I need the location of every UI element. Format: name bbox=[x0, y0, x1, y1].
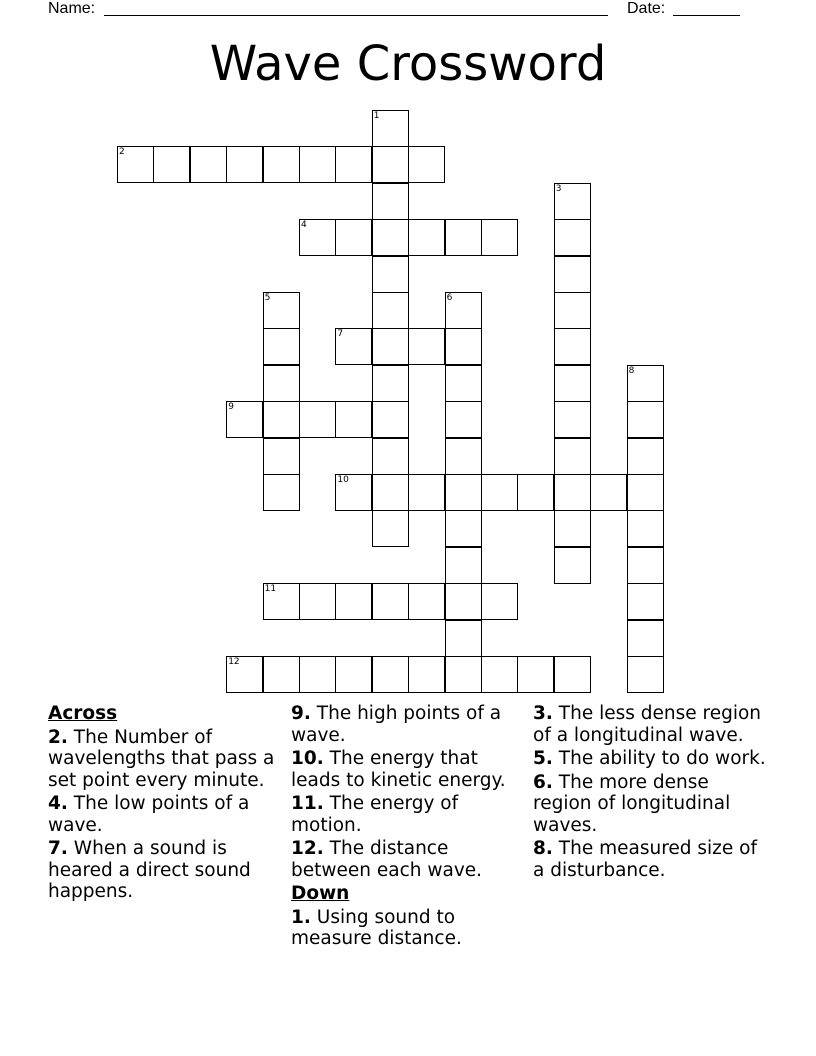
grid-cell[interactable] bbox=[263, 474, 300, 511]
grid-cell[interactable] bbox=[190, 146, 227, 183]
grid-cell[interactable] bbox=[372, 365, 409, 402]
grid-cell[interactable] bbox=[263, 328, 300, 365]
grid-cell[interactable] bbox=[445, 583, 482, 620]
date-label: Date: bbox=[627, 0, 666, 17]
grid-cell[interactable] bbox=[554, 401, 591, 438]
grid-cell[interactable] bbox=[299, 583, 336, 620]
cell-number: 8 bbox=[628, 365, 635, 376]
grid-cell[interactable] bbox=[408, 656, 445, 693]
grid-cell[interactable] bbox=[263, 438, 300, 475]
grid-cell[interactable] bbox=[299, 219, 336, 256]
name-label: Name: bbox=[48, 0, 96, 17]
grid-cell[interactable] bbox=[226, 656, 263, 693]
grid-cell[interactable] bbox=[408, 328, 445, 365]
grid-cell[interactable] bbox=[372, 583, 409, 620]
cell-number: 9 bbox=[228, 402, 234, 413]
clue-number: 11. bbox=[291, 793, 324, 814]
grid-cell[interactable] bbox=[372, 110, 409, 147]
grid-cell[interactable] bbox=[627, 474, 664, 511]
grid-cell[interactable] bbox=[554, 292, 591, 329]
grid-cell[interactable] bbox=[335, 146, 372, 183]
grid-cell[interactable] bbox=[481, 219, 518, 256]
grid-cell[interactable] bbox=[263, 656, 300, 693]
clue-text: The more dense region of longitudinal waves. bbox=[533, 771, 731, 836]
grid-cell[interactable] bbox=[372, 292, 409, 329]
grid-cell[interactable] bbox=[299, 146, 336, 183]
grid-cell[interactable] bbox=[335, 328, 372, 365]
cell-number: 4 bbox=[301, 220, 307, 231]
clue-column-2 bbox=[291, 703, 527, 952]
grid-cell[interactable] bbox=[226, 146, 263, 183]
grid-cell[interactable] bbox=[445, 656, 482, 693]
cell-number: 6 bbox=[446, 293, 453, 303]
grid-cell[interactable] bbox=[117, 146, 154, 183]
clue-across-4 bbox=[48, 793, 280, 836]
grid-cell[interactable] bbox=[517, 656, 554, 693]
grid-cell[interactable] bbox=[481, 474, 518, 511]
clue-across-9 bbox=[291, 703, 527, 746]
clue-text: The low points of a wave. bbox=[48, 793, 250, 836]
grid-cell[interactable] bbox=[372, 256, 409, 293]
clue-number: 10. bbox=[291, 748, 324, 769]
grid-cell[interactable] bbox=[335, 656, 372, 693]
clue-text: The energy that leads to kinetic energy. bbox=[291, 748, 506, 791]
clue-text: When a sound is heared a direct sound happens. bbox=[48, 838, 251, 902]
clue-number: 3. bbox=[533, 703, 553, 724]
clue-text: The measured size of a disturbance. bbox=[533, 838, 757, 881]
grid-cell[interactable] bbox=[372, 183, 409, 220]
grid-cell[interactable] bbox=[554, 656, 591, 693]
down-heading: Down bbox=[291, 883, 350, 904]
clue-down-8 bbox=[533, 838, 773, 881]
grid-cell[interactable] bbox=[335, 401, 372, 438]
clue-text: The less dense region of a longitudinal wave. bbox=[533, 703, 762, 746]
grid-cell[interactable] bbox=[372, 219, 409, 256]
cell-number: 3 bbox=[555, 183, 562, 194]
grid-cell[interactable] bbox=[627, 656, 664, 693]
grid-cell[interactable] bbox=[408, 474, 445, 511]
grid-cell[interactable] bbox=[554, 256, 591, 293]
grid-cell[interactable] bbox=[335, 583, 372, 620]
grid-cell[interactable] bbox=[263, 401, 300, 438]
grid-cell[interactable] bbox=[445, 510, 482, 547]
grid-cell[interactable] bbox=[517, 474, 554, 511]
clue-text: The Number of wavelengths that pass a set point every minute. bbox=[48, 726, 275, 791]
grid-cell[interactable] bbox=[372, 401, 409, 438]
clue-across-12 bbox=[291, 838, 527, 881]
grid-cell[interactable] bbox=[372, 146, 409, 183]
cell-number: 10 bbox=[337, 475, 349, 485]
grid-cell[interactable] bbox=[627, 547, 664, 584]
grid-cell[interactable] bbox=[263, 292, 300, 329]
grid-cell[interactable] bbox=[627, 438, 664, 475]
grid-cell[interactable] bbox=[481, 656, 518, 693]
grid-cell[interactable] bbox=[445, 365, 482, 402]
grid-cell[interactable] bbox=[153, 146, 190, 183]
clue-text: The distance between each wave. bbox=[291, 838, 483, 881]
grid-cell[interactable] bbox=[445, 547, 482, 584]
page-title: Wave Crossword bbox=[209, 36, 607, 92]
grid-cell[interactable] bbox=[372, 656, 409, 693]
clue-text: Using sound to measure distance. bbox=[291, 906, 462, 949]
clue-down-3 bbox=[533, 703, 773, 746]
grid-cell[interactable] bbox=[445, 219, 482, 256]
clue-number: 5. bbox=[533, 748, 553, 769]
cell-number: 5 bbox=[264, 293, 271, 303]
grid-cell[interactable] bbox=[554, 365, 591, 402]
clue-across-2 bbox=[48, 727, 280, 792]
grid-cell[interactable] bbox=[408, 583, 445, 620]
clue-number: 8. bbox=[533, 838, 553, 859]
clue-number: 6. bbox=[533, 771, 553, 793]
grid-cell[interactable] bbox=[335, 219, 372, 256]
clue-number: 12. bbox=[291, 838, 324, 859]
grid-cell[interactable] bbox=[299, 656, 336, 693]
grid-cell[interactable] bbox=[445, 438, 482, 475]
across-heading: Across bbox=[48, 703, 118, 724]
grid-cell[interactable] bbox=[445, 620, 482, 657]
clue-column-3 bbox=[533, 703, 773, 883]
clue-text: The high points of a wave. bbox=[291, 703, 502, 746]
grid-cell[interactable] bbox=[481, 583, 518, 620]
clue-down-5 bbox=[533, 748, 773, 770]
grid-cell[interactable] bbox=[627, 510, 664, 547]
grid-cell[interactable] bbox=[590, 474, 627, 511]
cell-number: 1 bbox=[373, 111, 380, 121]
grid-cell[interactable] bbox=[372, 438, 409, 475]
clue-text: The energy of motion. bbox=[291, 793, 459, 836]
clue-number: 2. bbox=[48, 726, 68, 748]
clue-across-7 bbox=[48, 838, 280, 903]
grid-cell[interactable] bbox=[408, 146, 445, 183]
grid-cell[interactable] bbox=[554, 328, 591, 365]
clue-number: 7. bbox=[48, 838, 68, 859]
grid-cell[interactable] bbox=[627, 365, 664, 402]
cell-number: 7 bbox=[337, 329, 344, 340]
grid-cell[interactable] bbox=[372, 510, 409, 547]
grid-cell[interactable] bbox=[445, 292, 482, 329]
clue-across-11 bbox=[291, 793, 527, 836]
clue-number: 1. bbox=[291, 906, 311, 928]
cell-number: 12 bbox=[228, 657, 240, 667]
grid-cell[interactable] bbox=[445, 328, 482, 365]
grid-cell[interactable] bbox=[263, 583, 300, 620]
grid-cell[interactable] bbox=[554, 183, 591, 220]
grid-cell[interactable] bbox=[408, 219, 445, 256]
cell-number: 11 bbox=[264, 584, 277, 595]
grid-cell[interactable] bbox=[627, 401, 664, 438]
grid-cell[interactable] bbox=[226, 401, 263, 438]
grid-cell[interactable] bbox=[299, 401, 336, 438]
grid-cell[interactable] bbox=[554, 474, 591, 511]
grid-cell[interactable] bbox=[263, 146, 300, 183]
grid-cell[interactable] bbox=[627, 583, 664, 620]
grid-cell[interactable] bbox=[445, 401, 482, 438]
clue-down-1 bbox=[291, 907, 527, 950]
clue-text: The ability to do work. bbox=[558, 748, 766, 769]
clue-down-6 bbox=[533, 772, 773, 837]
grid-cell[interactable] bbox=[445, 474, 482, 511]
grid-cell[interactable] bbox=[554, 438, 591, 475]
cell-number: 2 bbox=[119, 147, 125, 158]
clue-number: 9. bbox=[291, 703, 311, 724]
grid-cell[interactable] bbox=[372, 328, 409, 365]
clue-across-10 bbox=[291, 748, 527, 791]
clue-number: 4. bbox=[48, 793, 68, 814]
grid-cell[interactable] bbox=[554, 510, 591, 547]
grid-cell[interactable] bbox=[263, 365, 300, 402]
grid-cell[interactable] bbox=[627, 620, 664, 657]
grid-cell[interactable] bbox=[554, 219, 591, 256]
grid-cell[interactable] bbox=[335, 474, 372, 511]
grid-cell[interactable] bbox=[554, 547, 591, 584]
clue-column-1 bbox=[48, 703, 280, 905]
grid-cell[interactable] bbox=[372, 474, 409, 511]
